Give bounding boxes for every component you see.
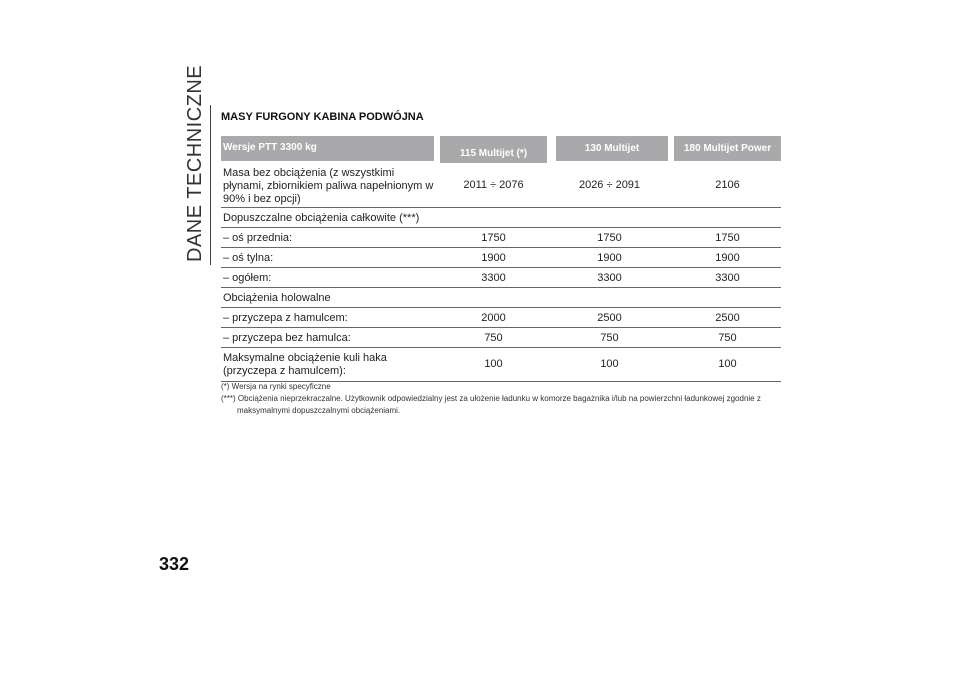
table-row bbox=[221, 308, 781, 328]
value-115: 100 bbox=[484, 358, 503, 370]
value-130: 1900 bbox=[597, 252, 622, 264]
header-130-multijet: 130 Multijet bbox=[556, 136, 668, 161]
mass-table bbox=[221, 136, 781, 382]
value-180: 1750 bbox=[715, 232, 740, 244]
row-label: – przyczepa bez hamulca: bbox=[223, 332, 351, 344]
value-180: 750 bbox=[718, 332, 737, 344]
table-row bbox=[221, 208, 781, 228]
row-label: – oś tylna: bbox=[223, 252, 274, 264]
page-number: 332 bbox=[159, 554, 190, 574]
table-row bbox=[221, 248, 781, 268]
row-label: Masa bez obciążenia (z wszystkimi płynami, zbiornikiem paliwa napełnionym w 90% i bez opcji) bbox=[223, 167, 434, 205]
table-row bbox=[221, 163, 781, 208]
footnote-1: (*) Wersja na rynki specyficzne bbox=[221, 382, 331, 391]
table-header bbox=[221, 136, 781, 163]
header-versions: Wersje PTT 3300 kg bbox=[221, 136, 434, 161]
header-115-multijet: 115 Multijet (*) bbox=[440, 136, 547, 163]
table-row bbox=[221, 228, 781, 248]
table-row bbox=[221, 328, 781, 348]
row-label: – przyczepa z hamulcem: bbox=[223, 312, 348, 324]
table-row bbox=[221, 288, 781, 308]
row-label: Obciążenia holowalne bbox=[223, 292, 331, 304]
side-divider bbox=[210, 105, 211, 265]
value-180: 2500 bbox=[715, 312, 740, 324]
value-115: 3300 bbox=[481, 272, 506, 284]
section-title: MASY FURGONY KABINA PODWÓJNA bbox=[221, 111, 424, 123]
value-130: 1750 bbox=[597, 232, 622, 244]
header-180-multijet-power: 180 Multijet Power bbox=[674, 136, 781, 161]
value-180: 3300 bbox=[715, 272, 740, 284]
value-115: 2000 bbox=[481, 312, 506, 324]
value-130: 2026 ÷ 2091 bbox=[578, 179, 641, 191]
chapter-side-label: DANE TECHNICZNE bbox=[184, 64, 206, 262]
value-130: 2500 bbox=[597, 312, 622, 324]
table-row bbox=[221, 268, 781, 288]
value-115: 2011 ÷ 2076 bbox=[463, 179, 524, 191]
value-180: 1900 bbox=[715, 252, 740, 264]
value-130: 100 bbox=[600, 358, 619, 370]
table-row bbox=[221, 348, 781, 382]
value-180: 100 bbox=[718, 358, 737, 370]
row-label: Dopuszczalne obciążenia całkowite (***) bbox=[223, 212, 420, 224]
row-label: Maksymalne obciążenie kuli haka (przyczepa z hamulcem): bbox=[223, 352, 387, 377]
row-label: – ogółem: bbox=[223, 272, 272, 284]
footnotes bbox=[221, 381, 781, 417]
footnote-2-continued: maksymalnymi dopuszczalnymi obciążeniami. bbox=[237, 406, 401, 415]
value-130: 750 bbox=[600, 332, 619, 344]
footnote-2: (***) Obciążenia nieprzekraczalne. Użytkownik odpowiedzialny jest za ułożenie ładunku w komorze bagażnika i/lub na powierzchni ładunkowej zgodnie z bbox=[221, 394, 761, 403]
value-115: 750 bbox=[484, 332, 503, 344]
value-130: 3300 bbox=[597, 272, 622, 284]
value-180: 2106 bbox=[715, 179, 740, 191]
value-115: 1750 bbox=[481, 232, 506, 244]
value-115: 1900 bbox=[481, 252, 506, 264]
row-label: – oś przednia: bbox=[223, 232, 293, 244]
